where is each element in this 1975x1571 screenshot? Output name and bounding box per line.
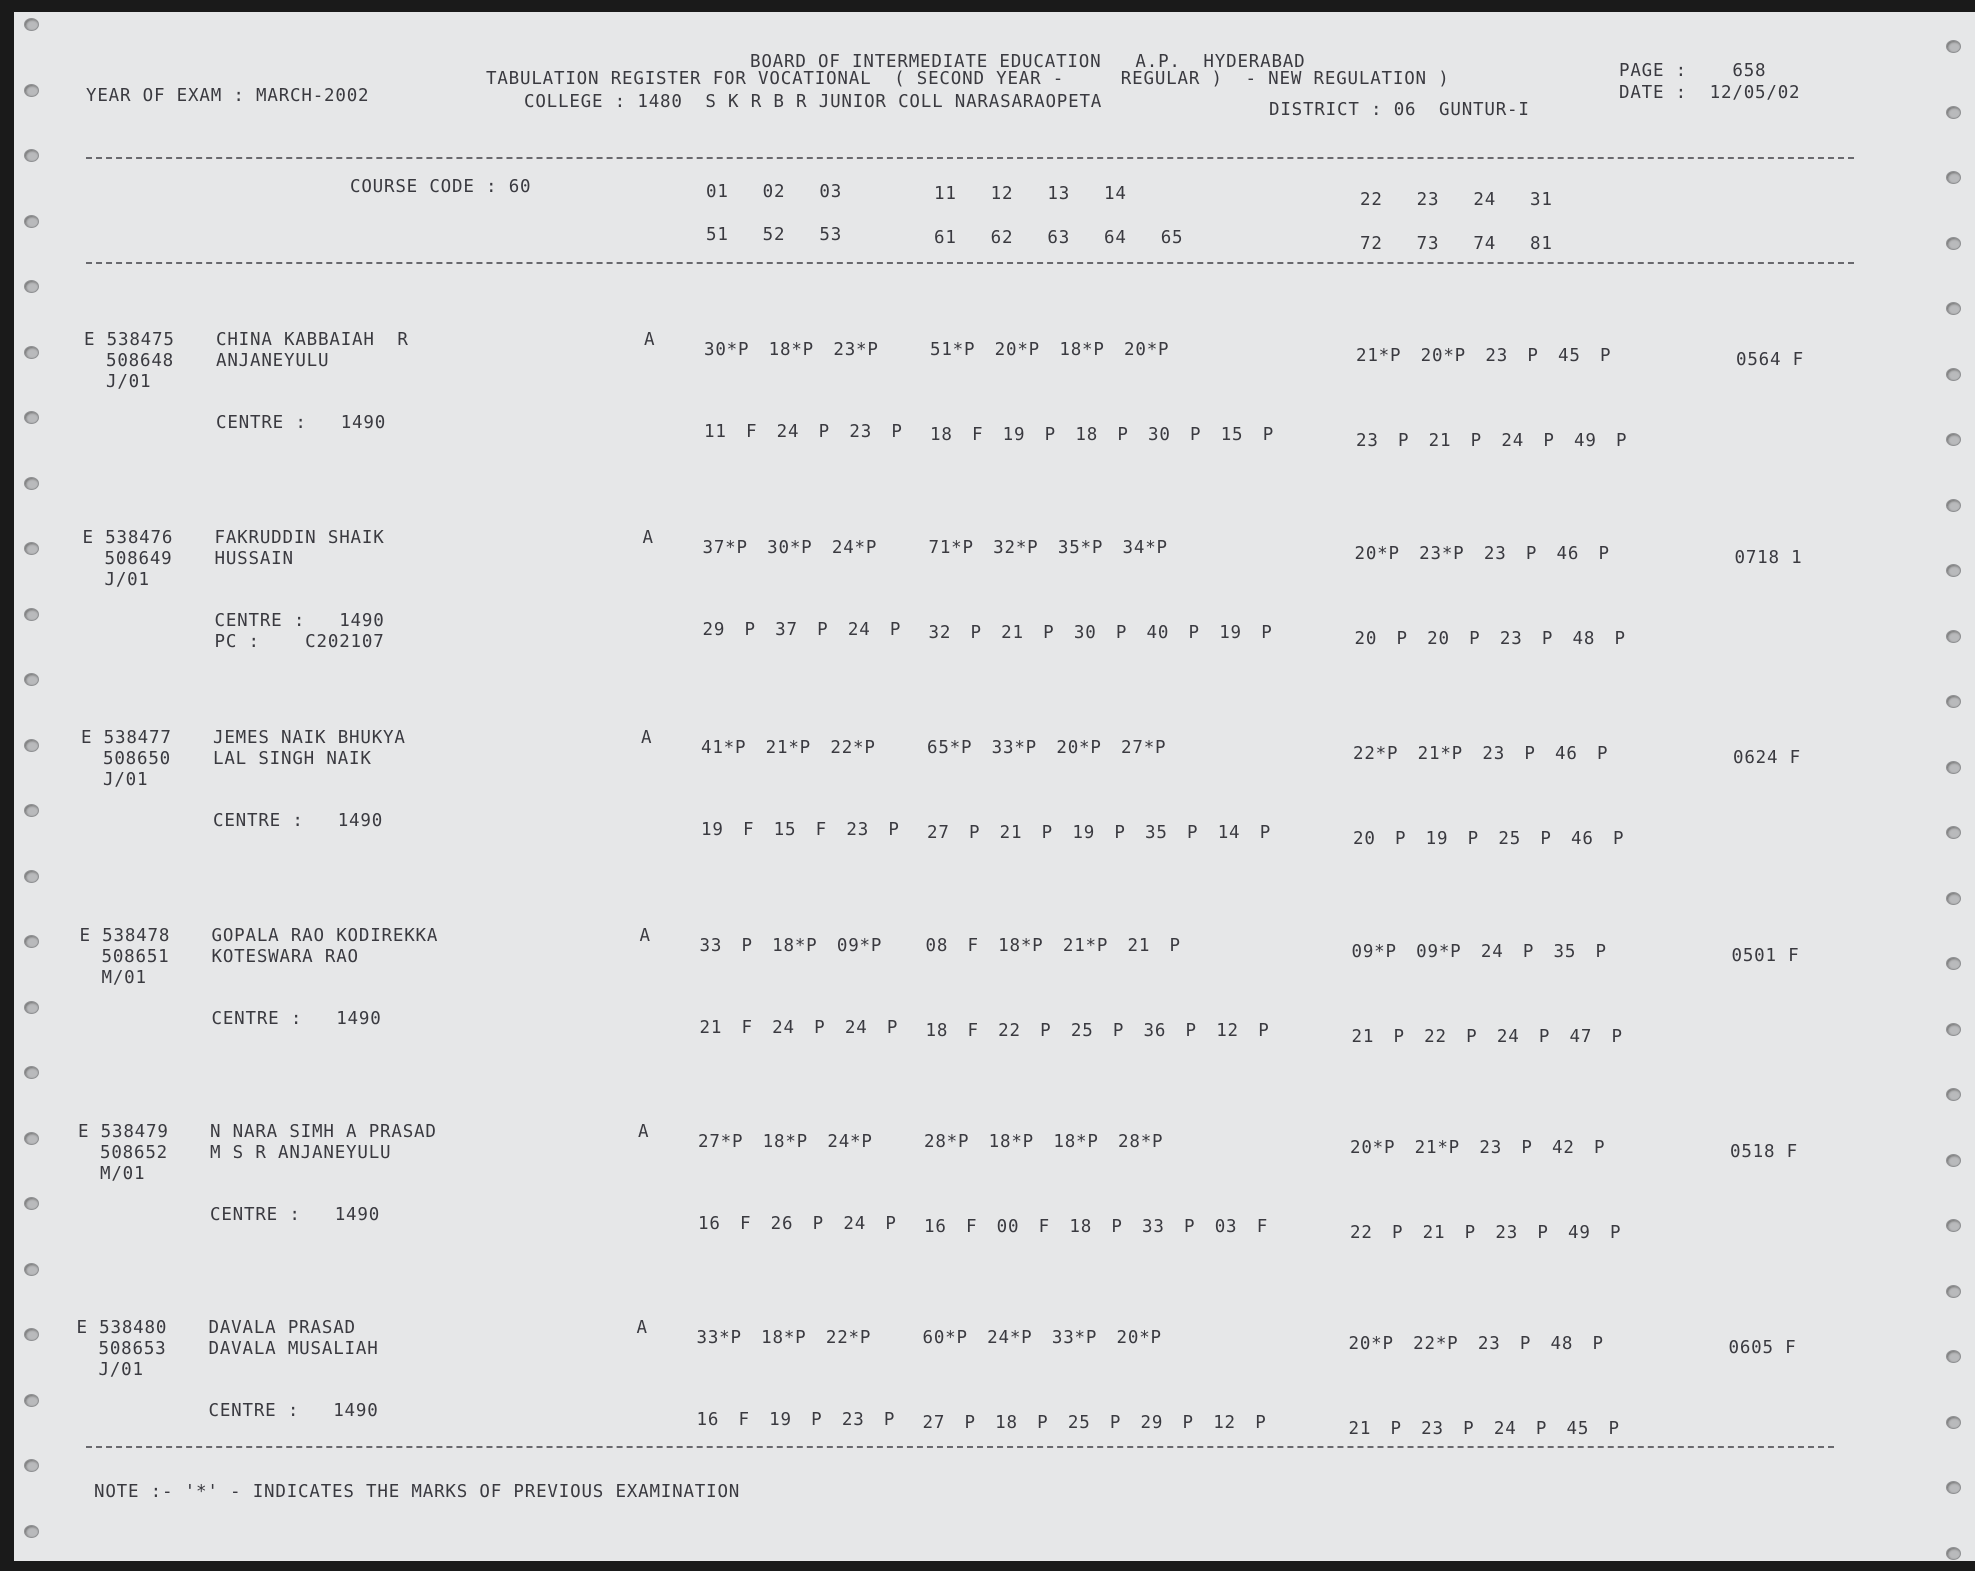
footer-rule bbox=[86, 1446, 1834, 1448]
student-total: 0518 F bbox=[1730, 1142, 1799, 1162]
marks-second-row-group-a: 19 F 15 F 23 P bbox=[701, 820, 900, 840]
student-centre: CENTRE : 1490 bbox=[214, 611, 385, 631]
student-pc: PC : C202107 bbox=[214, 632, 385, 652]
student-reg-number: 508651 bbox=[101, 947, 170, 967]
district-line: DISTRICT : 06 GUNTUR-I bbox=[1269, 100, 1530, 120]
marks-second-row-group-a: 16 F 26 P 24 P bbox=[698, 1214, 897, 1234]
feed-hole bbox=[24, 84, 39, 97]
student-exam-id: E 538478 bbox=[79, 926, 171, 946]
marks-first-row-group-a: 37*P 30*P 24*P bbox=[702, 538, 878, 558]
feed-hole bbox=[24, 1197, 39, 1210]
student-parent-name: LAL SINGH NAIK bbox=[213, 749, 372, 769]
feed-hole bbox=[1946, 1481, 1961, 1494]
feed-hole bbox=[1946, 433, 1961, 446]
marks-first-row-group-a: 27*P 18*P 24*P bbox=[698, 1132, 873, 1152]
feed-hole bbox=[1946, 1416, 1961, 1429]
student-total: 0718 1 bbox=[1734, 548, 1803, 568]
feed-hole bbox=[24, 542, 39, 555]
marks-first-row-group-b: 08 F 18*P 21*P 21 P bbox=[925, 936, 1181, 956]
marks-second-row-group-a: 29 P 37 P 24 P bbox=[702, 620, 902, 640]
marks-second-row-group-b: 27 P 18 P 25 P 29 P 12 P bbox=[922, 1413, 1267, 1433]
student-name: FAKRUDDIN SHAIK bbox=[214, 528, 385, 548]
feed-hole bbox=[1946, 957, 1961, 970]
student-parent-name: ANJANEYULU bbox=[216, 351, 330, 371]
student-centre: CENTRE : 1490 bbox=[213, 811, 384, 831]
student-exam-id: E 538477 bbox=[81, 728, 172, 748]
marks-second-row-group-b: 18 F 19 P 18 P 30 P 15 P bbox=[930, 425, 1275, 445]
student-group: J/01 bbox=[106, 372, 152, 392]
student-group: M/01 bbox=[101, 968, 147, 988]
feed-hole bbox=[1946, 1023, 1961, 1036]
feed-hole bbox=[1946, 499, 1961, 512]
feed-hole bbox=[24, 673, 39, 686]
student-total: 0605 F bbox=[1728, 1338, 1797, 1358]
marks-second-row-group-c: 20 P 19 P 25 P 46 P bbox=[1353, 829, 1625, 849]
marks-second-row-group-c: 20 P 20 P 23 P 48 P bbox=[1354, 629, 1626, 649]
feed-hole bbox=[1946, 40, 1961, 53]
feed-hole bbox=[24, 1459, 39, 1472]
feed-hole bbox=[24, 149, 39, 162]
feed-hole bbox=[24, 804, 39, 817]
marks-second-row-group-c: 22 P 21 P 23 P 49 P bbox=[1350, 1223, 1622, 1243]
feed-hole bbox=[1946, 826, 1961, 839]
student-total: 0501 F bbox=[1731, 946, 1800, 966]
feed-hole bbox=[1946, 1350, 1961, 1363]
student-group: J/01 bbox=[103, 770, 149, 790]
feed-hole bbox=[24, 870, 39, 883]
marks-second-row-group-c: 21 P 23 P 24 P 45 P bbox=[1348, 1419, 1620, 1439]
feed-hole bbox=[1946, 171, 1961, 184]
feed-hole bbox=[1946, 1547, 1961, 1560]
feed-hole bbox=[1946, 761, 1961, 774]
student-centre: CENTRE : 1490 bbox=[208, 1401, 379, 1421]
student-total: 0564 F bbox=[1736, 350, 1805, 370]
feed-hole bbox=[24, 1394, 39, 1407]
student-name: DAVALA PRASAD bbox=[208, 1318, 356, 1338]
student-centre: CENTRE : 1490 bbox=[216, 413, 387, 433]
feed-hole bbox=[24, 18, 39, 31]
marks-first-row-group-c: 09*P 09*P 24 P 35 P bbox=[1351, 942, 1607, 962]
feed-hole bbox=[1946, 1219, 1961, 1232]
student-reg-number: 508652 bbox=[100, 1143, 169, 1163]
marks-second-row-group-b: 16 F 00 F 18 P 33 P 03 F bbox=[924, 1217, 1269, 1237]
feed-hole bbox=[24, 608, 39, 621]
page-number: PAGE : 658 bbox=[1619, 61, 1767, 81]
student-centre: CENTRE : 1490 bbox=[210, 1205, 381, 1225]
feed-hole bbox=[24, 1525, 39, 1538]
marks-second-row-group-c: 21 P 22 P 24 P 47 P bbox=[1351, 1027, 1623, 1047]
year-of-exam: YEAR OF EXAM : MARCH-2002 bbox=[86, 86, 370, 106]
marks-second-row-group-b: 27 P 21 P 19 P 35 P 14 P bbox=[927, 823, 1272, 843]
marks-first-row-group-a: 41*P 21*P 22*P bbox=[701, 738, 876, 758]
feed-hole bbox=[1946, 892, 1961, 905]
student-exam-id: E 538479 bbox=[78, 1122, 169, 1142]
feed-hole bbox=[1946, 237, 1961, 250]
marks-first-row-group-b: 71*P 32*P 35*P 34*P bbox=[928, 538, 1168, 558]
feed-hole bbox=[24, 280, 39, 293]
student-status: A bbox=[641, 728, 653, 748]
student-exam-id: E 538475 bbox=[84, 330, 175, 350]
marks-first-row-group-c: 22*P 21*P 23 P 46 P bbox=[1353, 744, 1609, 764]
feed-hole bbox=[24, 1263, 39, 1276]
student-parent-name: HUSSAIN bbox=[214, 549, 294, 569]
student-name: GOPALA RAO KODIREKKA bbox=[211, 926, 439, 946]
marks-first-row-group-b: 28*P 18*P 18*P 28*P bbox=[924, 1132, 1164, 1152]
feed-hole bbox=[1946, 630, 1961, 643]
feed-hole bbox=[1946, 106, 1961, 119]
marks-first-row-group-b: 60*P 24*P 33*P 20*P bbox=[922, 1328, 1162, 1348]
marks-second-row-group-b: 18 F 22 P 25 P 36 P 12 P bbox=[925, 1021, 1270, 1041]
report-date: DATE : 12/05/02 bbox=[1619, 83, 1801, 103]
column-codes-row2-group-a: 51 52 53 bbox=[706, 225, 843, 245]
student-group: J/01 bbox=[104, 570, 150, 590]
marks-first-row-group-b: 51*P 20*P 18*P 20*P bbox=[930, 340, 1170, 360]
marks-first-row-group-c: 21*P 20*P 23 P 45 P bbox=[1356, 346, 1612, 366]
marks-first-row-group-a: 30*P 18*P 23*P bbox=[704, 340, 879, 360]
student-group: J/01 bbox=[98, 1360, 144, 1380]
feed-hole bbox=[24, 477, 39, 490]
feed-hole bbox=[24, 1066, 39, 1079]
student-reg-number: 508653 bbox=[98, 1339, 167, 1359]
college-line: COLLEGE : 1480 S K R B R JUNIOR COLL NARASARAOPETA bbox=[524, 92, 1103, 112]
student-total: 0624 F bbox=[1733, 748, 1802, 768]
student-exam-id: E 538480 bbox=[76, 1318, 168, 1338]
header-rule bbox=[86, 157, 1854, 159]
student-reg-number: 508650 bbox=[103, 749, 172, 769]
feed-hole bbox=[24, 411, 39, 424]
feed-hole bbox=[24, 1328, 39, 1341]
marks-first-row-group-c: 20*P 21*P 23 P 42 P bbox=[1350, 1138, 1606, 1158]
student-status: A bbox=[639, 926, 651, 946]
student-status: A bbox=[644, 330, 656, 350]
board-title: BOARD OF INTERMEDIATE EDUCATION A.P. HYDERABAD bbox=[750, 52, 1306, 72]
column-codes-row1-group-c: 22 23 24 31 bbox=[1360, 190, 1553, 210]
feed-hole bbox=[1946, 1088, 1961, 1101]
feed-hole bbox=[1946, 1154, 1961, 1167]
feed-hole bbox=[1946, 368, 1961, 381]
column-codes-row2-group-c: 72 73 74 81 bbox=[1360, 234, 1553, 254]
student-name: CHINA KABBAIAH R bbox=[216, 330, 409, 350]
student-parent-name: DAVALA MUSALIAH bbox=[208, 1339, 379, 1359]
feed-hole bbox=[1946, 564, 1961, 577]
feed-hole bbox=[24, 346, 39, 359]
column-codes-row1-group-b: 11 12 13 14 bbox=[934, 184, 1127, 204]
student-parent-name: KOTESWARA RAO bbox=[211, 947, 359, 967]
marks-second-row-group-a: 11 F 24 P 23 P bbox=[704, 422, 903, 442]
feed-hole bbox=[24, 1132, 39, 1145]
feed-hole bbox=[24, 215, 39, 228]
feed-hole bbox=[1946, 1285, 1961, 1298]
student-reg-number: 508648 bbox=[106, 351, 175, 371]
student-status: A bbox=[636, 1318, 648, 1338]
student-name: N NARA SIMH A PRASAD bbox=[210, 1122, 437, 1142]
student-status: A bbox=[642, 528, 654, 548]
course-code: COURSE CODE : 60 bbox=[350, 177, 532, 197]
feed-hole bbox=[1946, 695, 1961, 708]
marks-first-row-group-a: 33*P 18*P 22*P bbox=[696, 1328, 872, 1348]
tabulation-register-sheet bbox=[14, 12, 1975, 1561]
feed-hole bbox=[24, 1001, 39, 1014]
feed-hole bbox=[24, 739, 39, 752]
column-header-rule bbox=[86, 262, 1854, 264]
marks-first-row-group-c: 20*P 22*P 23 P 48 P bbox=[1348, 1334, 1604, 1354]
student-reg-number: 508649 bbox=[104, 549, 173, 569]
student-group: M/01 bbox=[100, 1164, 146, 1184]
column-codes-row2-group-b: 61 62 63 64 65 bbox=[934, 228, 1184, 248]
marks-second-row-group-c: 23 P 21 P 24 P 49 P bbox=[1356, 431, 1628, 451]
marks-second-row-group-a: 16 F 19 P 23 P bbox=[696, 1410, 896, 1430]
column-codes-row1-group-a: 01 02 03 bbox=[706, 182, 843, 202]
student-exam-id: E 538476 bbox=[82, 528, 174, 548]
marks-first-row-group-b: 65*P 33*P 20*P 27*P bbox=[927, 738, 1167, 758]
feed-hole bbox=[1946, 302, 1961, 315]
student-centre: CENTRE : 1490 bbox=[211, 1009, 382, 1029]
student-parent-name: M S R ANJANEYULU bbox=[210, 1143, 392, 1163]
student-name: JEMES NAIK BHUKYA bbox=[213, 728, 406, 748]
student-status: A bbox=[638, 1122, 650, 1142]
marks-second-row-group-a: 21 F 24 P 24 P bbox=[699, 1018, 899, 1038]
marks-second-row-group-b: 32 P 21 P 30 P 40 P 19 P bbox=[928, 623, 1273, 643]
footnote: NOTE :- '*' - INDICATES THE MARKS OF PREVIOUS EXAMINATION bbox=[94, 1482, 741, 1502]
marks-first-row-group-c: 20*P 23*P 23 P 46 P bbox=[1354, 544, 1610, 564]
marks-first-row-group-a: 33 P 18*P 09*P bbox=[699, 936, 883, 956]
feed-hole bbox=[24, 935, 39, 948]
register-title: TABULATION REGISTER FOR VOCATIONAL ( SECOND YEAR - REGULAR ) - NEW REGULATION ) bbox=[486, 69, 1450, 89]
